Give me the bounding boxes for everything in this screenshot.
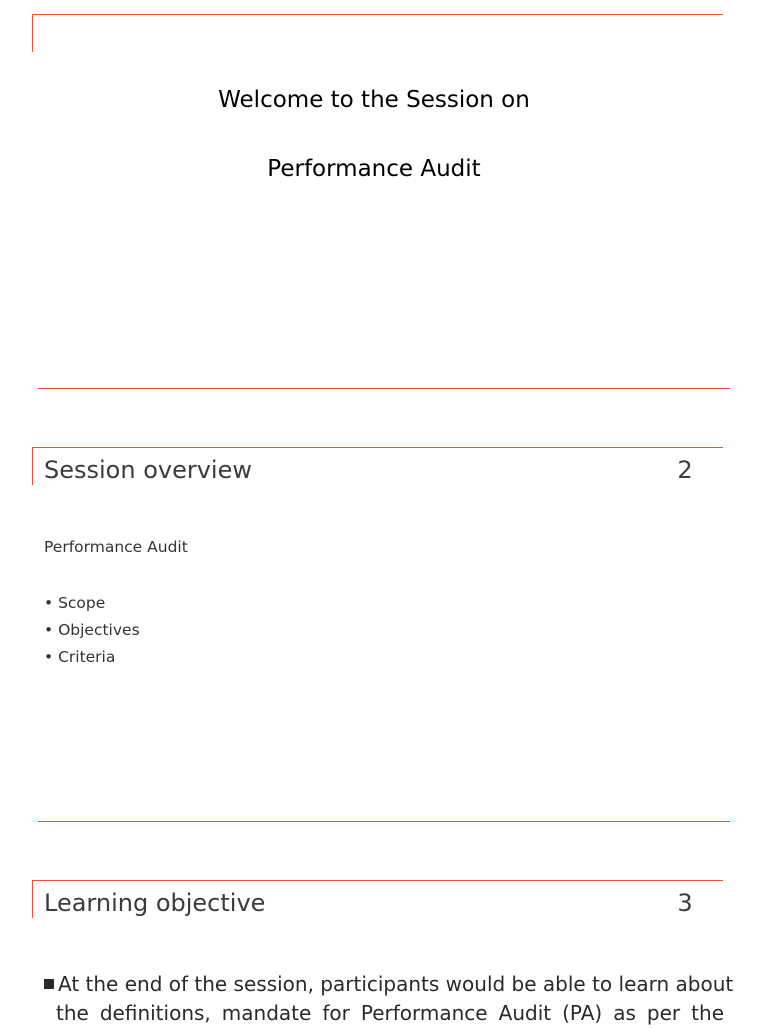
list-item: • Criteria (44, 648, 116, 666)
paragraph-line: the definitions, mandate for Performance Audit (PA) as per the (56, 1001, 724, 1025)
slide-number: 2 (677, 456, 693, 484)
session-topic-heading: Performance Audit (267, 156, 481, 182)
list-item: • Scope (44, 594, 106, 612)
square-bullet-icon (44, 979, 54, 989)
slide-frame-top-line (32, 880, 723, 881)
paragraph-line (44, 970, 734, 999)
slide-title: Session overview (44, 456, 252, 484)
list-item: • Objectives (44, 621, 140, 639)
slide-number: 3 (677, 889, 693, 917)
welcome-heading: Welcome to the Session on (218, 87, 530, 113)
slide-frame-left-line (32, 880, 33, 918)
paragraph-line-text: At the end of the session, participants would be able to learn about (58, 972, 734, 996)
slide-title: Learning objective (44, 889, 266, 917)
section-subtitle: Performance Audit (44, 538, 188, 556)
learning-objective-paragraph (44, 970, 734, 1028)
